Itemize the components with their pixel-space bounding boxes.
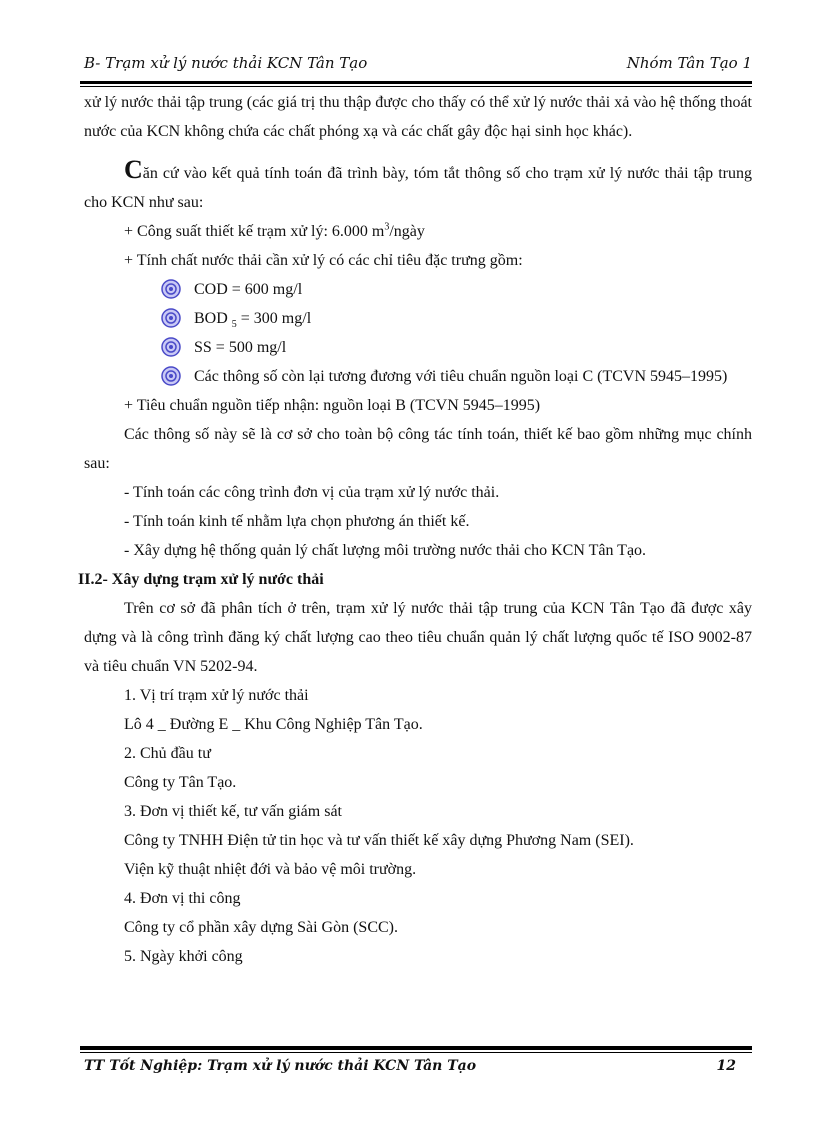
page-number: 12 bbox=[716, 1058, 736, 1074]
capacity-superscript: 3 bbox=[384, 221, 390, 233]
capacity-line bbox=[84, 217, 752, 246]
item-value: Viện kỹ thuật nhiệt đới và bảo vệ môi trường. bbox=[124, 861, 417, 878]
numbered-item: 3. Đơn vị thiết kế, tư vấn giám sát bbox=[124, 803, 342, 820]
capacity-text: + Công suất thiết kế trạm xử lý: 6.000 m bbox=[124, 223, 385, 240]
header-rule bbox=[80, 81, 752, 84]
page-content bbox=[78, 88, 752, 971]
swirl-bullet-icon bbox=[160, 278, 182, 300]
item-value: Lô 4 _ Đường E _ Khu Công Nghiệp Tân Tạo. bbox=[124, 716, 423, 733]
dash-item: - Tính toán kinh tế nhằm lựa chọn phương án thiết kế. bbox=[124, 513, 470, 530]
footer-rule bbox=[80, 1046, 752, 1050]
capacity-unit: /ngày bbox=[389, 223, 425, 240]
numbered-item: 2. Chủ đầu tư bbox=[124, 745, 211, 762]
numbered-item: 4. Đơn vị thi công bbox=[124, 890, 241, 907]
item-value: Công ty Tân Tạo. bbox=[124, 774, 237, 791]
dash-item: - Xây dựng hệ thống quản lý chất lượng môi trường nước thải cho KCN Tân Tạo. bbox=[124, 542, 647, 559]
header-rule-thin bbox=[80, 86, 752, 87]
bullet-text bbox=[194, 304, 752, 333]
bod-subscript: 5 bbox=[231, 319, 237, 331]
header-title: B- Trạm xử lý nước thải KCN Tân Tạo bbox=[84, 54, 368, 72]
swirl-bullet-icon bbox=[160, 365, 182, 387]
page-footer bbox=[84, 1058, 736, 1084]
numbered-item: 5. Ngày khởi công bbox=[124, 948, 243, 965]
header-group: Nhóm Tân Tạo 1 bbox=[626, 54, 752, 72]
paragraph-basis: Các thông số này sẽ là cơ sở cho toàn bộ công tác tính toán, thiết kế bao gồm những mục chính sau: bbox=[84, 426, 752, 472]
bullet-other bbox=[84, 362, 752, 391]
bod-label: BOD bbox=[194, 310, 232, 327]
bullet-bod bbox=[84, 304, 752, 333]
item-value: Công ty cổ phần xây dựng Sài Gòn (SCC). bbox=[124, 919, 398, 936]
paragraph-summary bbox=[84, 155, 752, 217]
wastewater-line: + Tính chất nước thải cần xử lý có các chỉ tiêu đặc trưng gồm: bbox=[124, 252, 523, 269]
paragraph-continuation: xử lý nước thải tập trung (các giá trị thu thập được cho thấy có thể xử lý nước thải xả vào hệ thống thoát nước của KCN không chứa các chất phóng xạ và các chất gây độc hại sinh học khác). bbox=[84, 94, 752, 140]
bullet-ss bbox=[84, 333, 752, 362]
paragraph-summary-text: ăn cứ vào kết quả tính toán đã trình bày, tóm tắt thông số cho trạm xử lý nước thải tập trung cho KCN như sau: bbox=[84, 165, 752, 211]
bullet-text: SS = 500 mg/l bbox=[194, 339, 287, 356]
item-value: Công ty TNHH Điện tử tin học và tư vấn thiết kế xây dựng Phương Nam (SEI). bbox=[124, 832, 634, 849]
drop-cap: C bbox=[124, 155, 143, 184]
numbered-item: 1. Vị trí trạm xử lý nước thải bbox=[124, 687, 309, 704]
swirl-bullet-icon bbox=[160, 336, 182, 358]
bullet-cod bbox=[84, 275, 752, 304]
paragraph-construction: Trên cơ sở đã phân tích ở trên, trạm xử lý nước thải tập trung của KCN Tân Tạo đã được xây dựng và là công trình đăng ký chất lượng cao theo tiêu chuẩn quản lý chất lượng quốc tế ISO 9002-87 và tiêu chuẩn VN 5202-94. bbox=[84, 600, 752, 675]
page-header bbox=[84, 54, 752, 80]
receiving-line: + Tiêu chuẩn nguồn tiếp nhận: nguồn loại B (TCVN 5945–1995) bbox=[124, 397, 541, 414]
section-heading: II.2- Xây dựng trạm xử lý nước thải bbox=[78, 571, 324, 588]
bullet-text: Các thông số còn lại tương đương với tiêu chuẩn nguồn loại C (TCVN 5945–1995) bbox=[194, 368, 728, 385]
bod-value: = 300 mg/l bbox=[236, 310, 312, 327]
swirl-bullet-icon bbox=[160, 307, 182, 329]
dash-item: - Tính toán các công trình đơn vị của trạm xử lý nước thải. bbox=[124, 484, 500, 501]
bullet-text: COD = 600 mg/l bbox=[194, 281, 303, 298]
footer-rule-thin bbox=[80, 1052, 752, 1053]
footer-title: TT Tốt Nghiệp: Trạm xử lý nước thải KCN Tân Tạo bbox=[84, 1058, 477, 1074]
